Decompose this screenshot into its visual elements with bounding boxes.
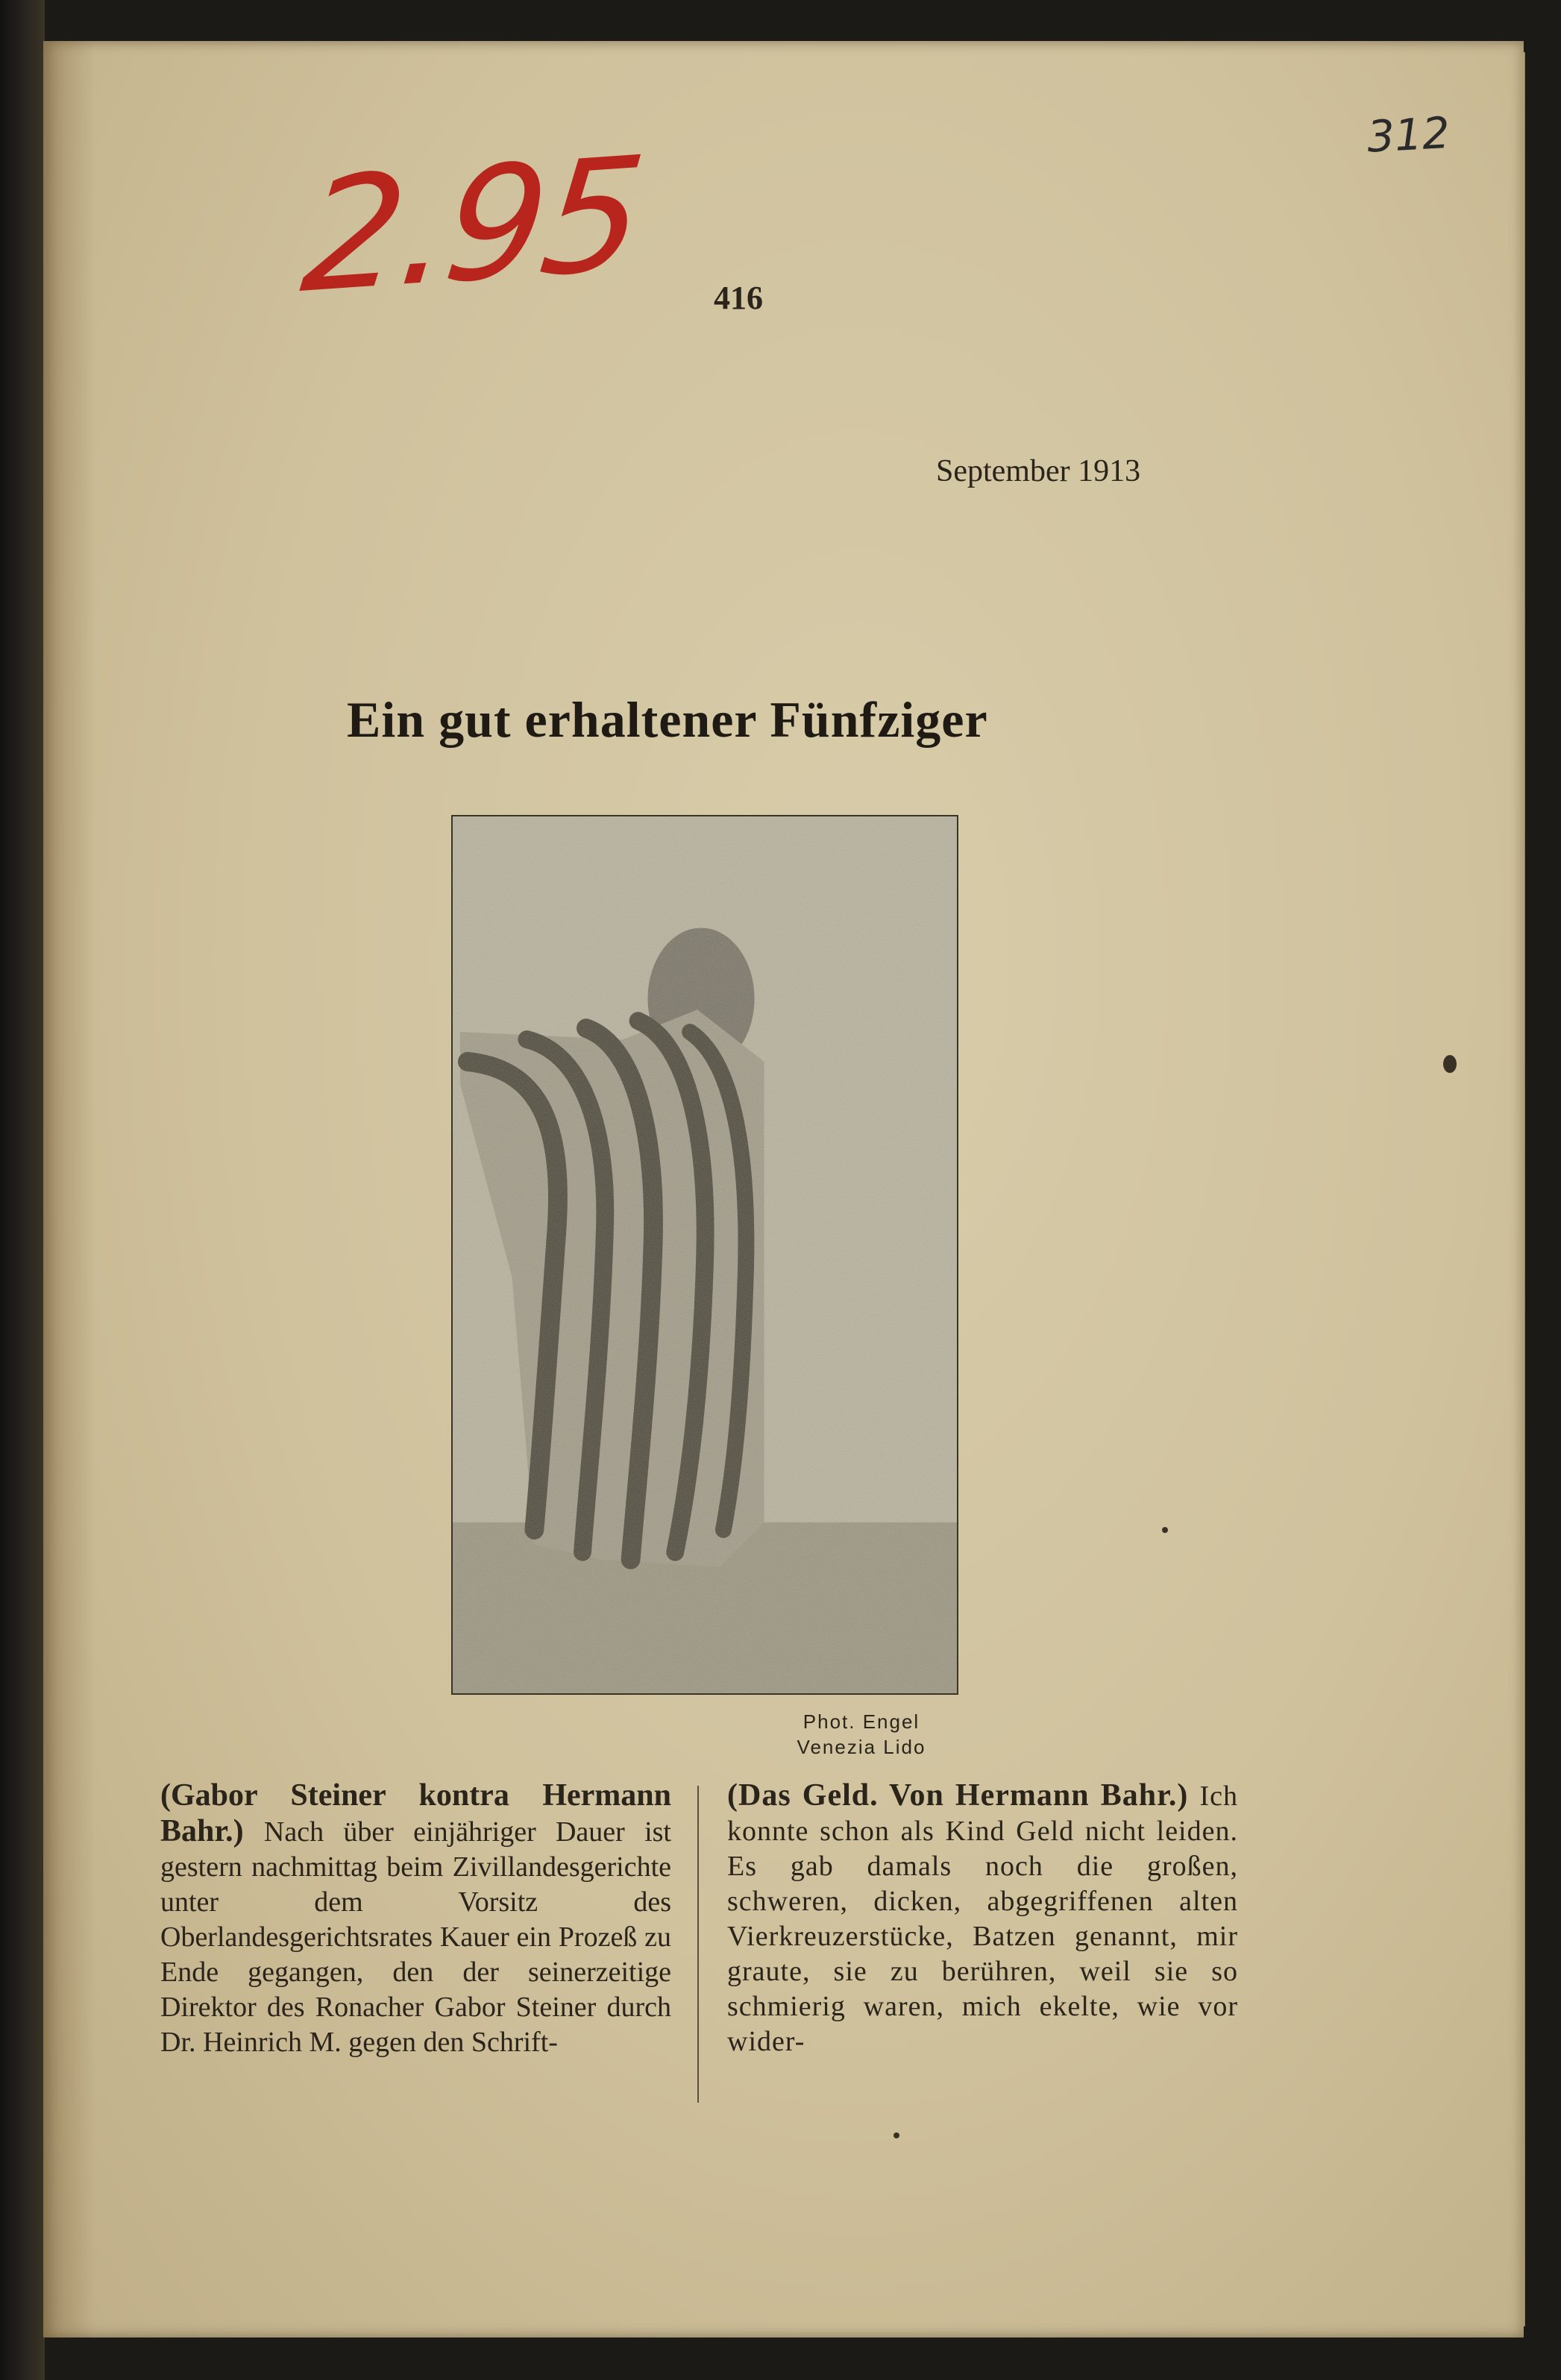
left-column-lead: (Gabor Steiner kontra Hermann Bahr.): [160, 1778, 671, 1848]
right-column-lead: (Das Geld. Von Hermann Bahr.): [727, 1778, 1200, 1813]
red-handwritten-number: 2.95: [295, 122, 649, 328]
page-number: 416: [714, 280, 763, 316]
paper-speck: [1162, 1527, 1168, 1533]
left-column-body: Nach über einjähriger Dauer ist gestern nachmittag beim Zivillandesgerichte unter dem Vorsitz des Oberlandesgerichtsrates Kauer ein Prozeß zu Ende gegangen, den der seinerzeitige Direktor des Ronacher Gabor Steiner durch Dr. Heinrich M. gegen den Schrift-: [160, 1816, 671, 2058]
right-column-article: [727, 1778, 1238, 2106]
photograph: [451, 815, 958, 1695]
photo-credit-line-1: Phot. Engel: [803, 1710, 920, 1733]
right-column-body: Ich konnte schon als Kind Geld nicht leiden. Es gab damals noch die großen, schweren, dicken, abgegriffenen alten Vierkreuzerstücke, Batzen genannt, mir graute, sie zu berühren, weil sie so schmierig waren, mich ekelte, wie vor wider-: [727, 1781, 1238, 2057]
book-spine-edge: [0, 0, 45, 2380]
photo-figure-in-striped-robe: [453, 816, 957, 1693]
column-divider: [697, 1786, 699, 2103]
issue-date: September 1913: [936, 454, 1141, 488]
paper-speck: [893, 2132, 899, 2138]
photo-credit-line-2: Venezia Lido: [797, 1736, 926, 1758]
left-column-article: [160, 1778, 671, 2106]
page-gutter-shadow: [43, 41, 95, 2338]
photo-credit: [764, 1709, 958, 1763]
pencil-folio-number: 312: [1366, 107, 1451, 163]
paper-speck: [1443, 1055, 1457, 1073]
article-title: Ein gut erhaltener Fünfziger: [347, 691, 988, 748]
